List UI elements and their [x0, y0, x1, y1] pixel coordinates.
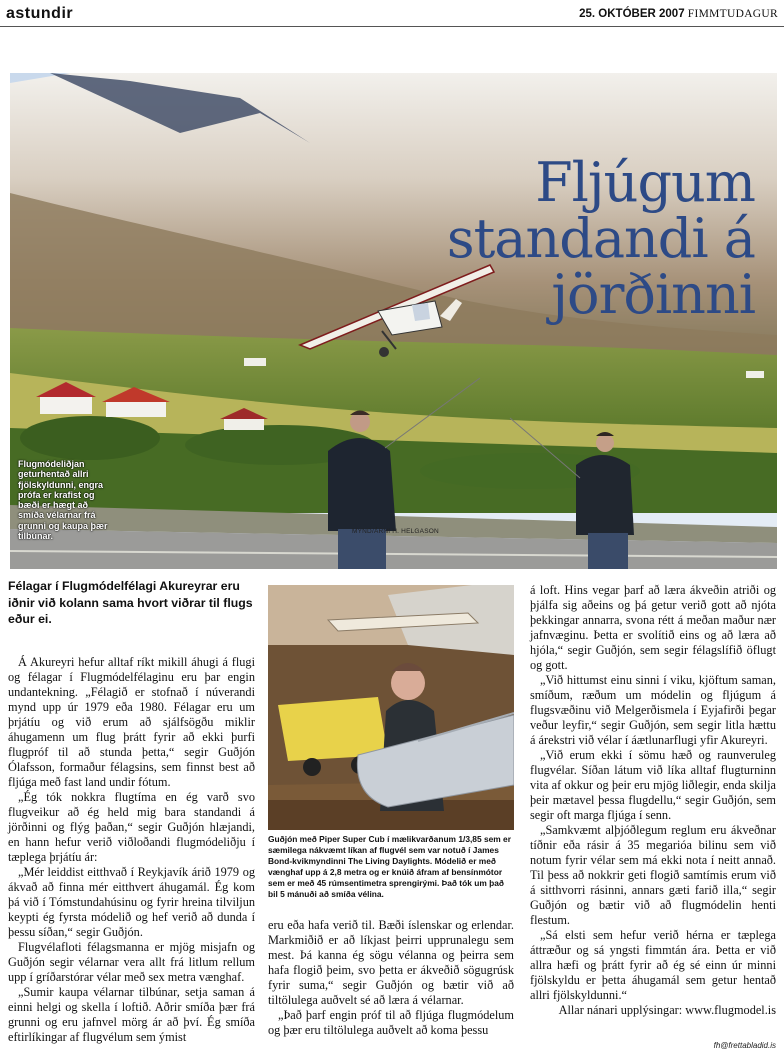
paragraph: á loft. Hins vegar þarf að læra ákveðin atriði og þjálfa sig aðeins og þá getur verið gott að njóta þekkingar annarra, svona rétt á meðan maður nær jafnvæginu. Þetta er svolítið eins og að læra að hjóla,“ segir Guðjón, sem segir félagslífið öflugt og gott.	[530, 583, 776, 672]
body-column-1	[8, 655, 255, 1045]
hero-photo-caption: Flugmódeliðjan geturhentað allri fjölskyldunni, engra prófa er krafist og bæði er hægt að smíða vélarnar frá grunni og kaupa þær tilbúnar.	[18, 459, 108, 542]
body-column-3	[530, 583, 776, 1018]
section-name: astundir	[6, 5, 74, 22]
workshop-photo	[268, 585, 514, 830]
headline-line: Fljúgum	[535, 151, 755, 214]
workshop-scene	[268, 585, 514, 830]
paragraph: „Sumir kaupa vélarnar tilbúnar, setja saman á einni helgi og skella í loftið. Aðrir smíða þær frá grunni og eru jafnvel mörg ár að því. Ég smíða eftirlíkingar af flugvélum sem ýmist	[8, 985, 255, 1044]
paragraph: „Sá elsti sem hefur verið hérna er tæplega áttræður og sá yngsti fimmtán ára. Þetta er við allra hæfi og þrátt fyrir að ég sé einn úr minni fjölskyldu er þetta áhugamál sem getur hentað allri fjölskyldunni.“	[530, 928, 776, 1002]
paragraph: eru eða hafa verið til. Bæði íslenskar og erlendar. Markmiðið er að líkjast þeirri upprunalegu sem mest. Þá kanna ég sögu vélanna og þeirra sem hafa flogið þeim, svo þetta er ákveðið sögugrúsk fyrir suma,“ segir Guðjón og bætir við að tiltölulega auðvelt sé að læra á vélarnar.	[268, 918, 514, 1007]
more-info-line: Allar nánari upplýsingar: www.flugmodel.is	[558, 1003, 776, 1017]
header-rule	[0, 26, 784, 27]
article-lede: Félagar í Flugmódelfélagi Akureyrar eru iðnir við kolann sama hvort viðrar til flugs eður ei.	[8, 579, 253, 626]
paragraph: „Ég tók nokkra flugtíma en ég varð svo flugveikur að ég held mig bara standandi á jörðinni og flýg þaðan,“ segir Guðjón hlæjandi, en hann hefur verið viðloðandi flugmódeliðju í tæplega þrjátíu ár:	[8, 790, 255, 864]
headline-line: standandi á	[446, 207, 755, 270]
body-column-2	[268, 918, 514, 1038]
headline-line: jörðinni	[551, 263, 755, 326]
paragraph: „Það þarf engin próf til að fljúga flugmódelum og þær eru tiltölulega auðvelt að koma þessu	[268, 1008, 514, 1037]
paragraph: „Samkvæmt alþjóðlegum reglum eru ákveðnar tíðnir eða rásir á 35 megarióa bilinu sem við notum fyrir vélar sem má ekki nota í neitt annað. Til þess að nokkrir geti flogið samtímis erum við á sitthvorri rásinni, annars gæti farið illa,“ segir Guðjón og bætir við að flugmódelin henti flestum.	[530, 823, 776, 927]
workshop-photo-caption: Guðjón með Piper Super Cub í mælikvarðanum 1/3,85 sem er sæmilega nákvæmt líkan af flugvél sem var notuð í James Bond-kvikmyndinni The Living Daylights. Módelið er með vænghaf upp á 2,8 metra og er knúið áfram af bensínmótor sem er með 45 rúmsentimetra sprengirými. Það tók um það bil 5 mánuði að smíða vélina.	[268, 834, 511, 899]
paragraph: „Við erum ekki í sömu hæð og raunveruleg flugvélar. Síðan látum við líka alltaf flugturninn vita af okkur og þeir eru mjög liðlegir, enda skilja þeir mætavel þessa flugdellu,“ segir Guðjón, sem segir oft marga fljúga í senn.	[530, 748, 776, 822]
issue-date: 25. OKTÓBER 2007	[579, 8, 685, 20]
paragraph: Á Akureyri hefur alltaf ríkt mikill áhugi á flugi og félagar í Flugmódelfélaginu eru þar engin undantekning. „Félagið er stofnað í núverandi mynd upp úr 1979 eða 1980. Félagar eru um þrjátíu og við erum að sjálfsögðu miklir áhugamenn um flug þrátt fyrir að ekki þurfi flugpróf til að stunda þetta,“ segir Guðjón Ólafsson, formaður félagsins, sem finnst best að fljúga með fast land undir fótum.	[8, 655, 255, 789]
paragraph: „Við hittumst einu sinni í viku, kjöftum saman, smíðum, ræðum um módelin og fljúgum á flugsvæðinu við Melgerðismela í Eyjafirði þegar veður leyfir,“ segir Guðjón, sem segir litla hættu á árekstri við vélar í áætlunarflugi yfir Akureyri.	[530, 673, 776, 747]
weekday-label: FIMMTUDAGUR	[687, 8, 778, 20]
hero-photo	[10, 73, 777, 569]
page-header	[0, 0, 784, 26]
author-email: fh@frettabladid.is	[713, 1041, 776, 1050]
photo-credit: MYND/ÁRNI H. HELGASON	[352, 528, 439, 535]
paragraph: „Mér leiddist eitthvað í Reykjavík árið 1979 og ákvað að finna mér eitthvert áhugamál. Ég kom þá við í Tómstundahúsinu og fyrir hreina tilviljun keypti ég fyrsta módelið og hef verið að dunda í þessu síðan,“ segir Guðjón.	[8, 865, 255, 939]
paragraph: Flugvélafloti félagsmanna er mjög misjafn og Guðjón segir vélarnar vera allt frá litlum rellum upp í gríðarstórar vélar með sex metra vænghaf.	[8, 940, 255, 984]
headline	[446, 151, 755, 326]
dateline	[579, 8, 778, 20]
